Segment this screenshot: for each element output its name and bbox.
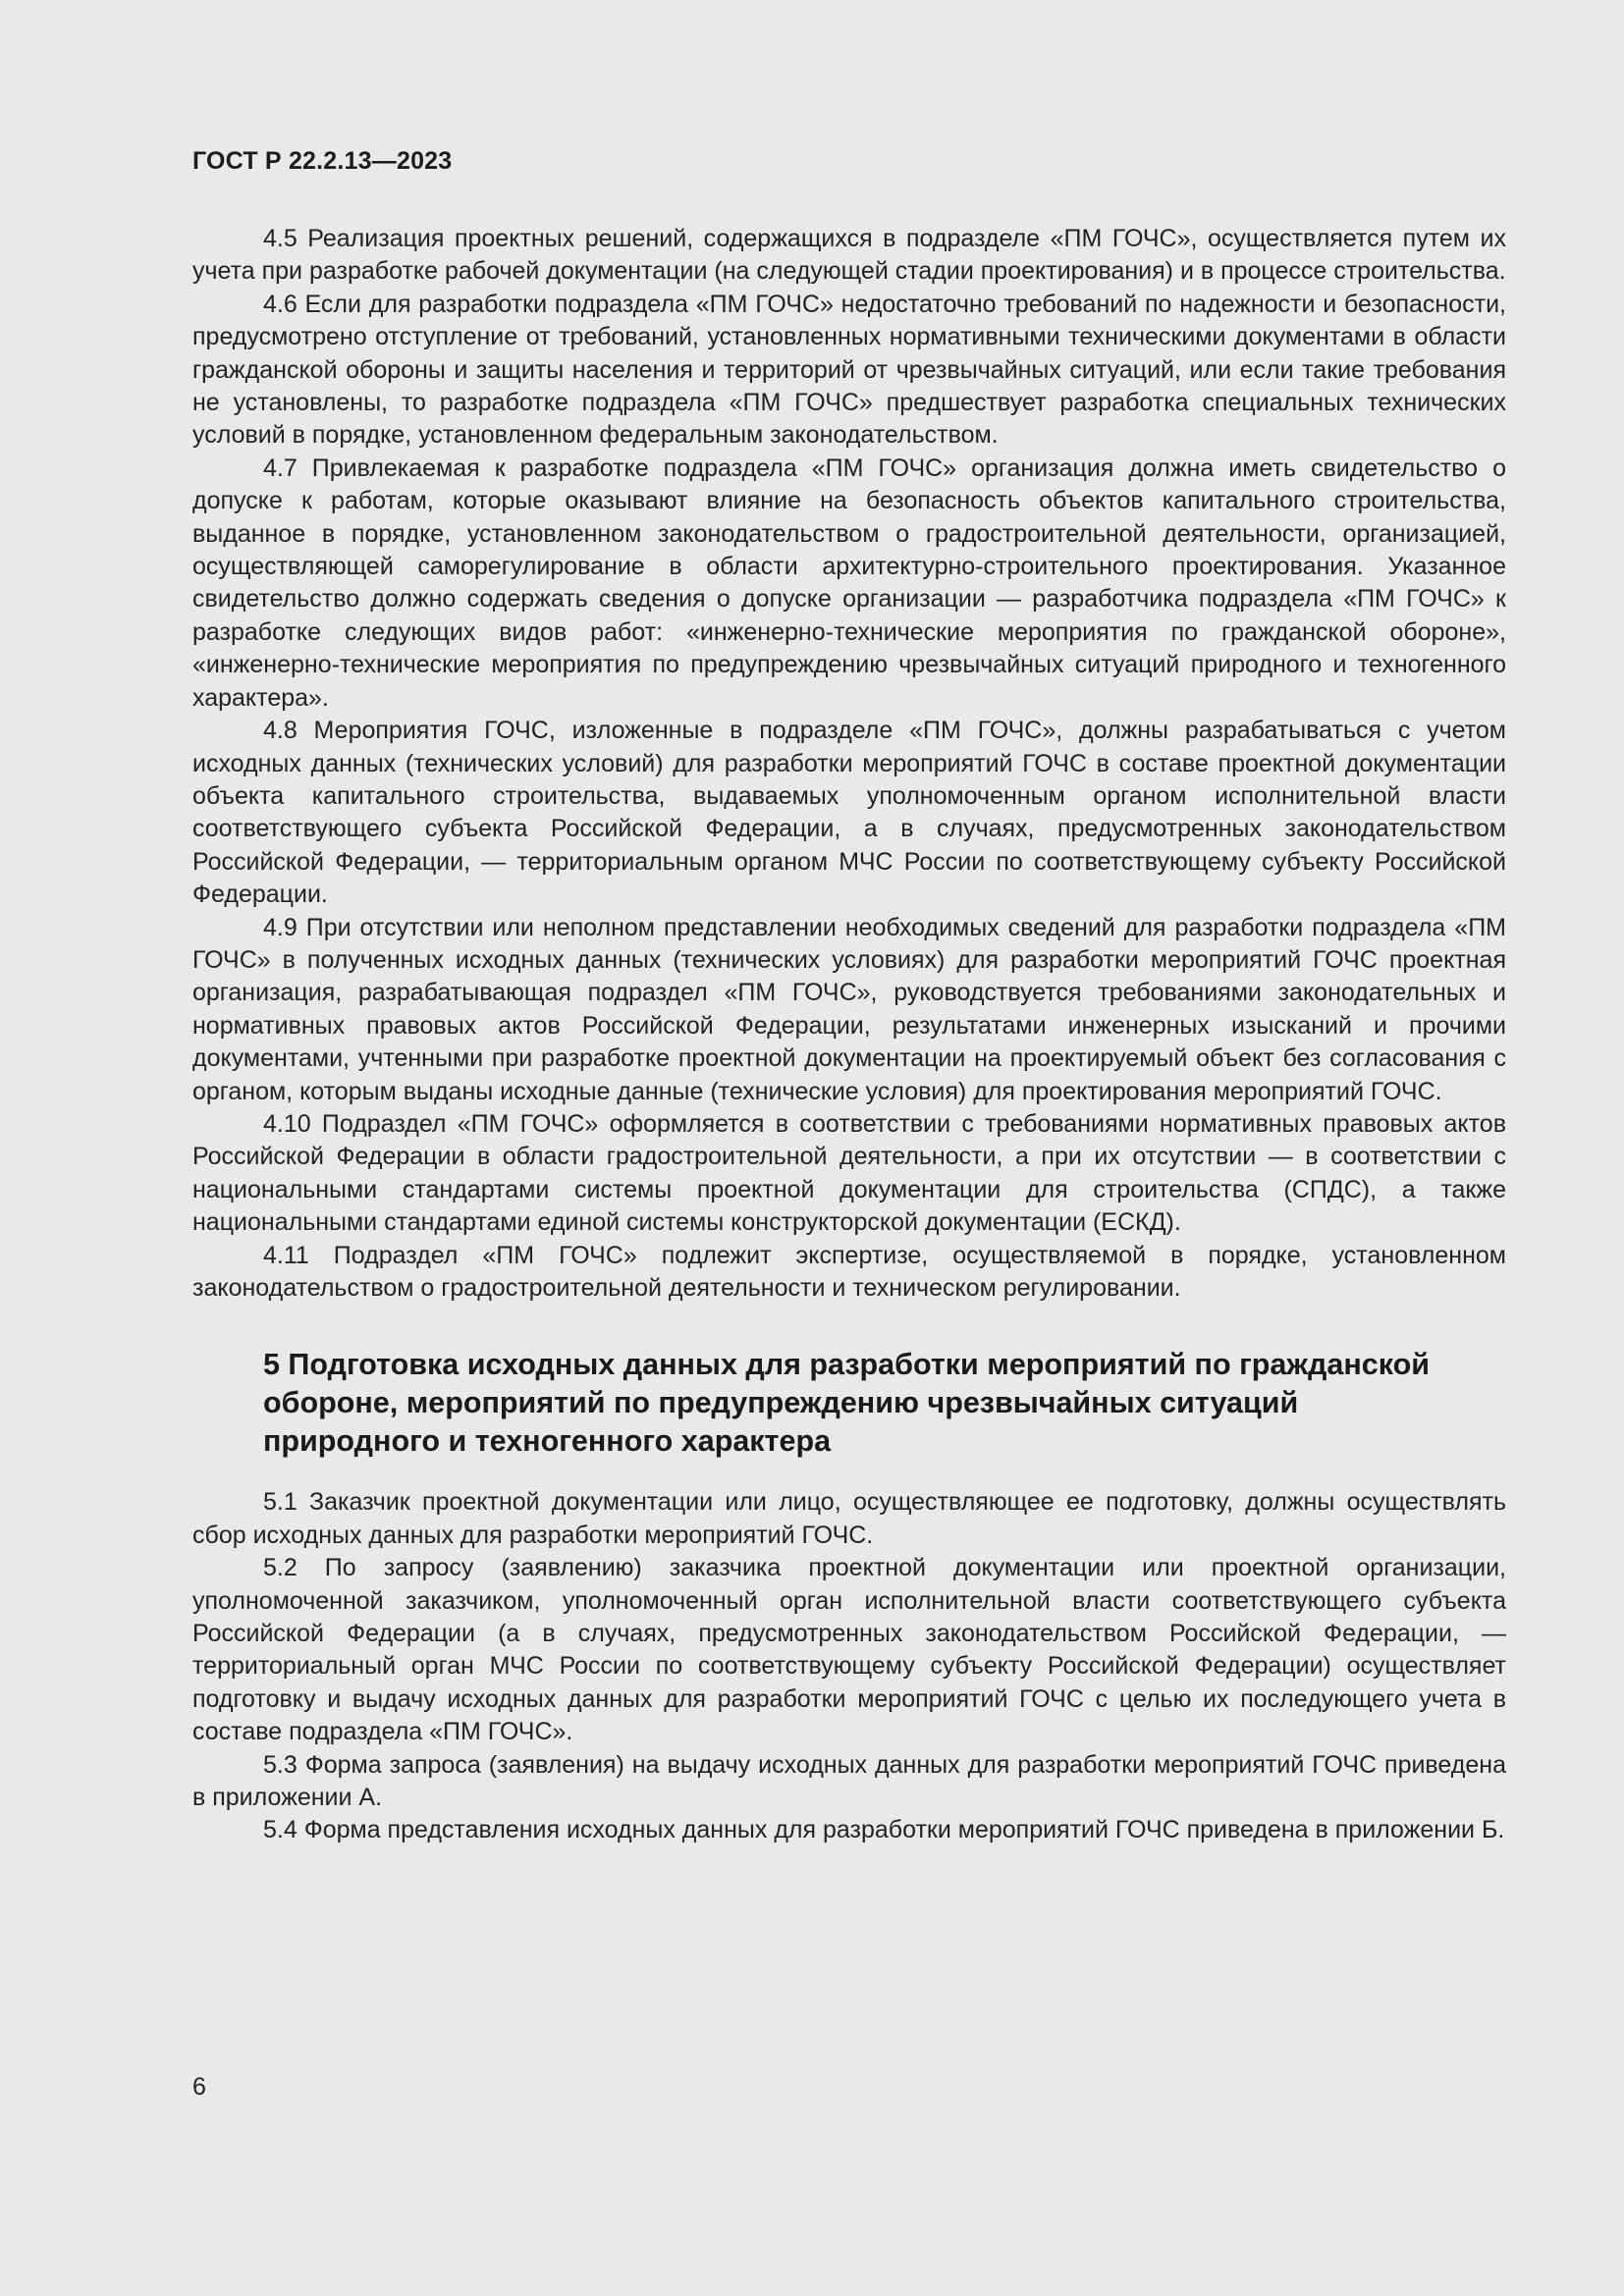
paragraph-4-8: 4.8 Мероприятия ГОЧС, изложенные в подразделе «ПМ ГОЧС», должны разрабатываться с учетом исходных данных (технических условий) для разработки мероприятий ГОЧС в составе проектной документации объекта капитального строительства, выдаваемых уполномоченным органом исполнительной власти соответствующего субъекта Российской Федерации, а в случаях, предусмотренных законодательством Российской Федерации, — территориальным органом МЧС России по соответствующему субъекту Российской Федерации. <box>192 717 1506 909</box>
paragraph-5-4: 5.4 Форма представления исходных данных для разработки мероприятий ГОЧС приведена в приложении Б. <box>263 1816 1505 1844</box>
paragraph-4-7: 4.7 Привлекаемая к разработке подраздела «ПМ ГОЧС» организация должна иметь свидетельство о допуске к работам, которые оказывают влияние на безопасность объектов капитального строительства, выданное в порядке, установленном законодательством о градостроительной деятельности, организацией, осуществляющей саморегулирование в области архитектурно-строительного проектирования. Указанное свидетельство должно содержать сведения о допуске организации — разработчика подраздела «ПМ ГОЧС» к разработке следующих видов работ: «инженерно-технические мероприятия по гражданской обороне», «инженерно-технические мероприятия по предупреждению чрезвычайных ситуаций природного и техногенного характера». <box>192 454 1506 712</box>
paragraph-5-1: 5.1 Заказчик проектной документации или лицо, осуществляющее ее подготовку, должны осуществлять сбор исходных данных для разработки мероприятий ГОЧС. <box>192 1488 1506 1549</box>
paragraph-4-10: 4.10 Подраздел «ПМ ГОЧС» оформляется в соответствии с требованиями нормативных правовых актов Российской Федерации в области градостроительной деятельности, а при их отсутствии — в соответствии с национальными стандартами системы проектной документации для строительства (СПДС), а также национальными стандартами единой системы конструкторской документации (ЕСКД). <box>192 1109 1506 1237</box>
paragraph-5-3: 5.3 Форма запроса (заявления) на выдачу исходных данных для разработки мероприятий ГОЧС приведена в приложении А. <box>192 1750 1506 1812</box>
paragraph-5-2: 5.2 По запросу (заявлению) заказчика проектной документации или проектной организации, уполномоченной заказчиком, уполномоченный орган исполнительной власти соответствующего субъекта Российской Федерации (а в случаях, предусмотренных законодательством Российской Федерации, — территориальный орган МЧС России по соответствующему субъекту Российской Федерации) осуществляет подготовку и выдачу исходных данных для разработки мероприятий ГОЧС с целью их последующего учета в составе подраздела «ПМ ГОЧС». <box>192 1554 1506 1746</box>
paragraph-4-9: 4.9 При отсутствии или неполном представлении необходимых сведений для разработки подраздела «ПМ ГОЧС» в полученных исходных данных (технических условиях) для разработки мероприятий ГОЧС проектная организация, разрабатывающая подраздел «ПМ ГОЧС», руководствуется требованиями законодательных и нормативных правовых актов Российской Федерации, результатами инженерных изысканий и прочими документами, учтенными при разработке проектной документации на проектируемый объект без согласования с органом, которым выданы исходные данные (технические условия) для проектирования мероприятий ГОЧС. <box>192 913 1506 1105</box>
document-header-code: ГОСТ Р 22.2.13—2023 <box>192 147 453 175</box>
paragraph-4-5: 4.5 Реализация проектных решений, содержащихся в подразделе «ПМ ГОЧС», осуществляется путем их учета при разработке рабочей документации (на следующей стадии проектирования) и в процессе строительства. <box>192 225 1506 286</box>
paragraph-4-6: 4.6 Если для разработки подраздела «ПМ ГОЧС» недостаточно требований по надежности и безопасности, предусмотрено отступление от требований, установленных нормативными техническими документами в области гражданской обороны и защиты населения и территорий от чрезвычайных ситуаций, или если такие требования не установлены, то разработке подраздела «ПМ ГОЧС» предшествует разработка специальных технических условий в порядке, установленном федеральным законодательством. <box>192 290 1506 450</box>
document-body <box>192 223 1506 1847</box>
paragraph-4-11: 4.11 Подраздел «ПМ ГОЧС» подлежит экспертизе, осуществляемой в порядке, установленном законодательством о градостроительной деятельности и техническом регулировании. <box>192 1241 1506 1302</box>
page-number: 6 <box>192 2073 206 2101</box>
section-5-heading: 5 Подготовка исходных данных для разработки мероприятий по гражданской обороне, мероприятий по предупреждению чрезвычайных ситуаций природного и техногенного характера <box>263 1348 1430 1459</box>
